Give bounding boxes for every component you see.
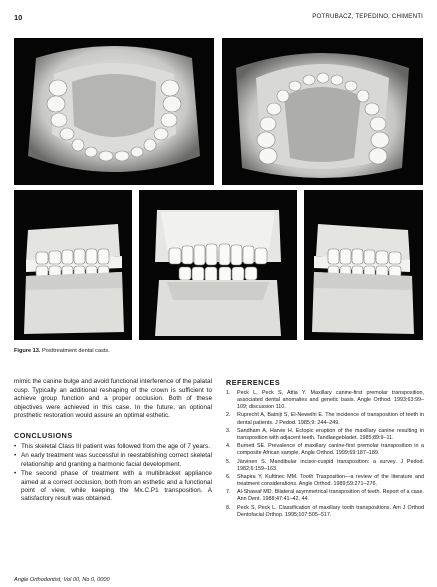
conclusion-item: • This skeletal Class III patient was followed from the age of 7 years. [14, 442, 210, 450]
conclusion-item: • The second phase of treatment with a multibracket appliance aimed at a correct occlusion, both from an esthetic and a functional point of view, while keeping the Mx.C.P1 transposition. A satisfactory result was obtained. [14, 470, 212, 503]
running-head-authors: POTRUBACZ, TEPEDINO, CHIMENTI [312, 13, 423, 20]
photo-upper-arch-occlusal [14, 38, 214, 185]
page-number: 10 [14, 13, 23, 22]
photo-lower-arch-occlusal [222, 38, 423, 185]
figure-caption-text: Posttreatment dental casts. [42, 348, 110, 354]
left-column [14, 378, 212, 505]
discussion-paragraph: mimic the canine bulge and avoid functional interference of the palatal cusp. Typically an additional reshaping of the crown is sufficient to achieve group function and a proper occlusion. Both of these objectives were achieved in this case. In the future, an optional prosthetic restoration would assure an optimal esthetic. [14, 378, 212, 420]
reference-text: Peck L, Peck S, Attia Y. Maxillary canine-first premolar transposition, associated dental anomalies and genetic basis. Angle Orthod. 1993;63:99–109; discussion 110. [237, 390, 424, 411]
conclusions-list [14, 443, 212, 504]
reference-text: Al-Shawaf MD. Bilateral asymmetrical transposition of teeth. Report of a case. Ann Dent. 1988;47:41–42, 44. [237, 489, 424, 503]
reference-text: Sandham A, Harvie H. Ectopic eruption of the maxillary canine resulting in transposition with adjacent teeth. Tandlaegebladet. 1985;89:9–11. [237, 427, 424, 441]
reference-text: Burnett SE. Prevalence of maxillary canine-first premolar transposition in a composite African sample. Angle Orthod. 1999;69:187–189. [237, 443, 424, 457]
references-heading: REFERENCES [226, 378, 281, 387]
reference-item: 4. Burnett SE. Prevalence of maxillary canine-first premolar transposition in a composite African sample. Angle Orthod. 1999;69:187–189. [226, 443, 424, 457]
photo-frontal [139, 190, 297, 340]
figure-caption [14, 348, 110, 354]
conclusion-text: This skeletal Class III patient was followed from the age of 7 years. [21, 442, 210, 450]
reference-item: 8. Peck S, Peck L. Classification of maxillary tooth transpositions. Am J Orthod Dentofacial Orthop. 1995;107:505–517. [226, 504, 424, 518]
reference-text: Shapira Y, Kuftinec MM. Tooth Trasposition—a review of the literature and treatment considerations. Angle Orthod. 1989;59:271–276. [237, 473, 424, 488]
reference-item: 6. Shapira Y, Kuftinec MM. Tooth Trasposition—a review of the literature and treatment considerations. Angle Orthod. 1989;59:271–276. [226, 473, 424, 488]
reference-text: Ruprecht A, Batniji S, El-Neweihi E. The incidence of transposition of teeth in dental patients. J Pedod. 1985;9: 244–249. [237, 412, 424, 426]
conclusions-heading: CONCLUSIONS [14, 430, 73, 440]
references-list [226, 390, 424, 519]
reference-text: Järvinen S. Mandibular incisor-cuspid transposition: a survey. J Pedod. 1982;6:159–163. [237, 458, 424, 472]
journal-footer: Angle Orthodontist, Vol 00, No 0, 0000 [14, 577, 110, 583]
reference-item: 5. Järvinen S. Mandibular incisor-cuspid transposition: a survey. J Pedod. 1982;6:159–163. [226, 458, 424, 472]
conclusion-text: An early treatment was successful in reestablishing correct skeletal relationship and granting a harmonic facial development. [21, 452, 212, 468]
conclusion-item: • An early treatment was successful in reestablishing correct skeletal relationship and granting a harmonic facial development. [14, 452, 212, 468]
reference-item: 1. Peck L, Peck S, Attia Y. Maxillary canine-first premolar transposition, associated dental anomalies and genetic basis. Angle Orthod. 1993;63:99–109; discussion 110. [226, 390, 424, 411]
photo-left-lateral [304, 190, 423, 340]
reference-item: 3. Sandham A, Harvie H. Ectopic eruption of the maxillary canine resulting in transposition with adjacent teeth. Tandlaegebladet. 1985;89:9–11. [226, 427, 424, 441]
reference-text: Peck S, Peck L. Classification of maxillary tooth transpositions. Am J Orthod Dentofacial Orthop. 1995;107:505–517. [237, 504, 424, 518]
right-column [226, 378, 424, 520]
photo-right-lateral [14, 190, 132, 340]
reference-item: 7. Al-Shawaf MD. Bilateral asymmetrical transposition of teeth. Report of a case. Ann Dent. 1988;47:41–42, 44. [226, 489, 424, 503]
running-header [14, 13, 423, 25]
conclusion-text: The second phase of treatment with a multibracket appliance aimed at a correct occlusion, both from an esthetic and a functional point of view, while keeping the Mx.C.P1 transposition. A satisfactory result was obtained. [21, 470, 212, 503]
figure-label: Figure 13. [14, 348, 41, 354]
reference-item: 2. Ruprecht A, Batniji S, El-Neweihi E. The incidence of transposition of teeth in dental patients. J Pedod. 1985;9: 244–249. [226, 412, 424, 426]
